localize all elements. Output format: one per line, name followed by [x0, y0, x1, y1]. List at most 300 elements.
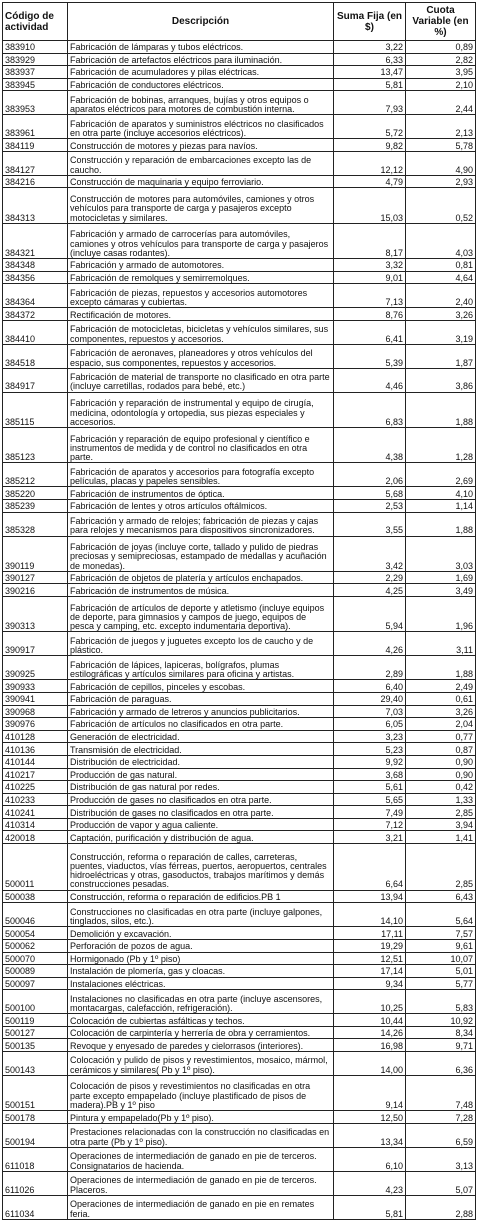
fixed-sum-cell: 15,03 — [334, 188, 406, 223]
description-cell: Perforación de pozos de agua. — [68, 939, 334, 952]
activity-code-cell: 611026 — [3, 1171, 68, 1195]
fixed-sum-cell: 4,26 — [334, 632, 406, 656]
table-row — [3, 692, 476, 705]
variable-rate-cell: 6,59 — [406, 1123, 476, 1147]
fixed-sum-cell: 5,23 — [334, 743, 406, 756]
fixed-sum-cell: 3,32 — [334, 259, 406, 272]
fixed-sum-cell: 4,46 — [334, 368, 406, 392]
table-row — [3, 512, 476, 536]
description-cell: Fabricación de instrumentos de música. — [68, 584, 334, 597]
fixed-sum-cell: 5,72 — [334, 115, 406, 139]
activity-code-cell: 420018 — [3, 831, 68, 844]
activity-code-cell: 384917 — [3, 368, 68, 392]
fixed-sum-cell: 6,83 — [334, 392, 406, 427]
activity-code-cell: 390968 — [3, 705, 68, 718]
activity-code-cell: 410217 — [3, 768, 68, 781]
table-row — [3, 793, 476, 806]
variable-rate-cell: 3,26 — [406, 705, 476, 718]
description-cell: Construcción de motores para automóviles, camiones y otros vehículos para transporte de carga y pasajeros excepto motocicletas y similares. — [68, 188, 334, 223]
table-row — [3, 1171, 476, 1195]
header-activity-code: Código de actividad — [3, 3, 68, 41]
activity-code-cell: 390216 — [3, 584, 68, 597]
description-cell: Fabricación de cepillos, pinceles y escobas. — [68, 680, 334, 693]
fixed-sum-cell: 2,53 — [334, 500, 406, 513]
header-description: Descripción — [68, 3, 334, 41]
description-cell: Fabricación de conductores eléctricos. — [68, 78, 334, 91]
fixed-sum-cell: 10,44 — [334, 1014, 406, 1027]
fixed-sum-cell: 9,01 — [334, 271, 406, 284]
description-cell: Fabricación y reparación de equipo profesional y científico e instrumentos de medida y de control no clasificados en otra parte. — [68, 428, 334, 463]
table-row — [3, 571, 476, 584]
table-row — [3, 41, 476, 54]
fixed-sum-cell: 2,89 — [334, 656, 406, 680]
variable-rate-cell: 2,93 — [406, 175, 476, 188]
table-row — [3, 1076, 476, 1111]
fixed-sum-cell: 5,81 — [334, 78, 406, 91]
fixed-sum-cell: 6,40 — [334, 680, 406, 693]
description-cell: Colocación de carpintería y herrería de obra y cerramientos. — [68, 1026, 334, 1039]
description-cell: Generación de electricidad. — [68, 730, 334, 743]
table-row — [3, 463, 476, 487]
variable-rate-cell: 5,77 — [406, 977, 476, 990]
variable-rate-cell: 0,52 — [406, 188, 476, 223]
variable-rate-cell: 0,42 — [406, 781, 476, 794]
activity-code-cell: 410314 — [3, 818, 68, 831]
activity-code-cell: 611034 — [3, 1195, 68, 1219]
table-row — [3, 91, 476, 115]
table-body — [3, 41, 476, 1220]
description-cell: Construcción y reparación de embarcaciones excepto las de caucho. — [68, 151, 334, 175]
fixed-sum-cell: 5,61 — [334, 781, 406, 794]
table-row — [3, 53, 476, 66]
variable-rate-cell: 1,33 — [406, 793, 476, 806]
description-cell: Fabricación de lámparas y tubos eléctricos. — [68, 41, 334, 54]
variable-rate-cell: 5,83 — [406, 990, 476, 1014]
fixed-sum-cell: 13,47 — [334, 66, 406, 79]
variable-rate-cell: 1,88 — [406, 392, 476, 427]
activity-code-cell: 500070 — [3, 952, 68, 965]
fixed-sum-cell: 4,23 — [334, 1171, 406, 1195]
fixed-sum-cell: 6,41 — [334, 320, 406, 344]
description-cell: Instalaciones eléctricas. — [68, 977, 334, 990]
variable-rate-cell: 3,19 — [406, 320, 476, 344]
variable-rate-cell: 0,77 — [406, 730, 476, 743]
activity-code-cell: 384313 — [3, 188, 68, 223]
fixed-sum-cell: 13,94 — [334, 890, 406, 903]
table-row — [3, 308, 476, 321]
variable-rate-cell: 0,87 — [406, 743, 476, 756]
activity-code-cell: 390976 — [3, 718, 68, 731]
table-row — [3, 66, 476, 79]
description-cell: Fabricación de aparatos y accesorios para fotografía excepto películas, placas y papeles sensibles. — [68, 463, 334, 487]
variable-rate-cell: 1,88 — [406, 656, 476, 680]
description-cell: Construcción de motores y piezas para navíos. — [68, 139, 334, 152]
variable-rate-cell: 5,01 — [406, 965, 476, 978]
description-cell: Operaciones de intermediación de ganado en pie de terceros. Consignatarios de hacienda. — [68, 1147, 334, 1171]
activity-code-cell: 384216 — [3, 175, 68, 188]
activity-code-cell: 385123 — [3, 428, 68, 463]
activity-code-cell: 384364 — [3, 284, 68, 308]
table-row — [3, 755, 476, 768]
variable-rate-cell: 1,69 — [406, 571, 476, 584]
description-cell: Prestaciones relacionadas con la construcción no clasificadas en otra parte (Pb y 1º piso). — [68, 1123, 334, 1147]
description-cell: Fabricación de instrumentos de óptica. — [68, 487, 334, 500]
description-cell: Fabricación de lápices, lapiceras, bolígrafos, plumas estilográficas y artículos similares para oficina y artistas. — [68, 656, 334, 680]
table-row — [3, 188, 476, 223]
table-row — [3, 952, 476, 965]
activity-code-cell: 500143 — [3, 1052, 68, 1076]
fixed-sum-cell: 5,68 — [334, 487, 406, 500]
variable-rate-cell: 2,69 — [406, 463, 476, 487]
variable-rate-cell: 4,90 — [406, 151, 476, 175]
variable-rate-cell: 7,57 — [406, 927, 476, 940]
activity-code-cell: 410136 — [3, 743, 68, 756]
activity-code-cell: 500062 — [3, 939, 68, 952]
fixed-sum-cell: 19,29 — [334, 939, 406, 952]
variable-rate-cell: 2,13 — [406, 115, 476, 139]
description-cell: Fabricación de artículos no clasificados en otra parte. — [68, 718, 334, 731]
table-row — [3, 536, 476, 571]
variable-rate-cell: 5,07 — [406, 1171, 476, 1195]
table-row — [3, 806, 476, 819]
variable-rate-cell: 1,14 — [406, 500, 476, 513]
variable-rate-cell: 2,44 — [406, 91, 476, 115]
variable-rate-cell: 0,90 — [406, 755, 476, 768]
variable-rate-cell: 3,86 — [406, 368, 476, 392]
variable-rate-cell: 1,41 — [406, 831, 476, 844]
activity-code-cell: 383929 — [3, 53, 68, 66]
activity-code-cell: 385115 — [3, 392, 68, 427]
fixed-sum-cell: 5,39 — [334, 344, 406, 368]
activity-code-cell: 390941 — [3, 692, 68, 705]
description-cell: Captación, purificación y distribución de agua. — [68, 831, 334, 844]
description-cell: Colocación de pisos y revestimientos no clasificadas en otra parte excepto empapelado (incluye plastificado de pisos de madera).PB y 1º piso — [68, 1076, 334, 1111]
table-row — [3, 965, 476, 978]
variable-rate-cell: 3,49 — [406, 584, 476, 597]
description-cell: Fabricación y armado de carrocerías para automóviles, camiones y otros vehículos para transporte de carga y pasajeros (incluye casas rodantes). — [68, 223, 334, 258]
variable-rate-cell: 2,85 — [406, 844, 476, 891]
table-row — [3, 344, 476, 368]
table-row — [3, 597, 476, 632]
variable-rate-cell: 3,11 — [406, 632, 476, 656]
tariff-table-page — [2, 2, 475, 1220]
fixed-sum-cell: 12,12 — [334, 151, 406, 175]
table-row — [3, 1195, 476, 1219]
fixed-sum-cell: 3,68 — [334, 768, 406, 781]
variable-rate-cell: 1,28 — [406, 428, 476, 463]
fixed-sum-cell: 5,81 — [334, 1195, 406, 1219]
variable-rate-cell: 7,28 — [406, 1111, 476, 1124]
table-row — [3, 584, 476, 597]
variable-rate-cell: 4,03 — [406, 223, 476, 258]
activity-code-cell: 500011 — [3, 844, 68, 891]
variable-rate-cell: 0,89 — [406, 41, 476, 54]
activity-code-cell: 390933 — [3, 680, 68, 693]
table-row — [3, 844, 476, 891]
description-cell: Instalación de plomería, gas y cloacas. — [68, 965, 334, 978]
fixed-sum-cell: 4,38 — [334, 428, 406, 463]
variable-rate-cell: 2,88 — [406, 1195, 476, 1219]
activity-code-cell: 390925 — [3, 656, 68, 680]
description-cell: Construcciones no clasificadas en otra parte (incluye galpones, tinglados, silos, etc.). — [68, 903, 334, 927]
description-cell: Fabricación de material de transporte no clasificado en otra parte (incluye carretillas, rodados para bebé, etc.) — [68, 368, 334, 392]
fixed-sum-cell: 2,06 — [334, 463, 406, 487]
variable-rate-cell: 9,61 — [406, 939, 476, 952]
fixed-sum-cell: 9,34 — [334, 977, 406, 990]
variable-rate-cell: 0,81 — [406, 259, 476, 272]
variable-rate-cell: 3,94 — [406, 818, 476, 831]
table-row — [3, 890, 476, 903]
fixed-sum-cell: 29,40 — [334, 692, 406, 705]
variable-rate-cell: 2,49 — [406, 680, 476, 693]
activity-code-cell: 383961 — [3, 115, 68, 139]
activity-code-cell: 385328 — [3, 512, 68, 536]
fixed-sum-cell: 9,14 — [334, 1076, 406, 1111]
variable-rate-cell: 9,71 — [406, 1039, 476, 1052]
table-row — [3, 632, 476, 656]
activity-code-cell: 384348 — [3, 259, 68, 272]
table-row — [3, 368, 476, 392]
activity-code-cell: 383953 — [3, 91, 68, 115]
activity-code-cell: 500127 — [3, 1026, 68, 1039]
table-row — [3, 705, 476, 718]
activity-code-cell: 384321 — [3, 223, 68, 258]
activity-code-cell: 500089 — [3, 965, 68, 978]
description-cell: Construcción, reforma o reparación de calles, carreteras, puentes, viaductos, vías férreas, puertos, aeropuertos, centrales hidroeléctricas y otras, gasoductos, trabajos marítimos y demás construcciones pesadas. — [68, 844, 334, 891]
activity-code-cell: 500054 — [3, 927, 68, 940]
variable-rate-cell: 7,48 — [406, 1076, 476, 1111]
table-row — [3, 175, 476, 188]
description-cell: Hormigonado (Pb y 1º piso) — [68, 952, 334, 965]
variable-rate-cell: 3,26 — [406, 308, 476, 321]
table-row — [3, 115, 476, 139]
activity-code-cell: 500178 — [3, 1111, 68, 1124]
fixed-sum-cell: 5,94 — [334, 597, 406, 632]
variable-rate-cell: 6,43 — [406, 890, 476, 903]
variable-rate-cell: 1,96 — [406, 597, 476, 632]
activity-code-cell: 500100 — [3, 990, 68, 1014]
description-cell: Fabricación de acumuladores y pilas eléctricas. — [68, 66, 334, 79]
description-cell: Fabricación y armado de automotores. — [68, 259, 334, 272]
table-row — [3, 680, 476, 693]
activity-code-cell: 500151 — [3, 1076, 68, 1111]
activity-code-cell: 385220 — [3, 487, 68, 500]
fixed-sum-cell: 7,03 — [334, 705, 406, 718]
description-cell: Transmisión de electricidad. — [68, 743, 334, 756]
description-cell: Fabricación de joyas (incluye corte, tallado y pulido de piedras preciosas y semipreciosas, estampado de medallas y acuñación de monedas). — [68, 536, 334, 571]
activity-code-cell: 611018 — [3, 1147, 68, 1171]
activity-code-cell: 383910 — [3, 41, 68, 54]
activity-code-cell: 385239 — [3, 500, 68, 513]
activity-code-cell: 410144 — [3, 755, 68, 768]
description-cell: Fabricación y armado de letreros y anuncios publicitarios. — [68, 705, 334, 718]
variable-rate-cell: 3,13 — [406, 1147, 476, 1171]
fixed-sum-cell: 4,79 — [334, 175, 406, 188]
table-row — [3, 1052, 476, 1076]
activity-code-cell: 384372 — [3, 308, 68, 321]
activity-code-cell: 500046 — [3, 903, 68, 927]
variable-rate-cell: 1,87 — [406, 344, 476, 368]
description-cell: Construcción de maquinaria y equipo ferroviario. — [68, 175, 334, 188]
fixed-sum-cell: 7,12 — [334, 818, 406, 831]
fixed-sum-cell: 10,25 — [334, 990, 406, 1014]
description-cell: Fabricación de artículos de deporte y atletismo (incluye equipos de deporte, para gimnasios y campos de juego, equipos de pesca y camping, etc. excepto indumentaria deportiva). — [68, 597, 334, 632]
activity-code-cell: 384518 — [3, 344, 68, 368]
table-row — [3, 1014, 476, 1027]
fixed-sum-cell: 12,50 — [334, 1111, 406, 1124]
variable-rate-cell: 2,10 — [406, 78, 476, 91]
fixed-sum-cell: 8,17 — [334, 223, 406, 258]
table-row — [3, 487, 476, 500]
activity-code-cell: 390119 — [3, 536, 68, 571]
table-row — [3, 151, 476, 175]
activity-code-cell: 383937 — [3, 66, 68, 79]
description-cell: Demolición y excavación. — [68, 927, 334, 940]
activity-code-cell: 410241 — [3, 806, 68, 819]
table-row — [3, 1026, 476, 1039]
variable-rate-cell: 5,78 — [406, 139, 476, 152]
description-cell: Distribución de electricidad. — [68, 755, 334, 768]
activity-code-cell: 384127 — [3, 151, 68, 175]
variable-rate-cell: 3,03 — [406, 536, 476, 571]
fixed-sum-cell: 6,05 — [334, 718, 406, 731]
table-row — [3, 977, 476, 990]
table-row — [3, 1147, 476, 1171]
activity-code-cell: 500038 — [3, 890, 68, 903]
fixed-sum-cell: 14,26 — [334, 1026, 406, 1039]
fixed-sum-cell: 14,10 — [334, 903, 406, 927]
fixed-sum-cell: 9,82 — [334, 139, 406, 152]
header-fixed-sum: Suma Fija (en $) — [334, 3, 406, 41]
variable-rate-cell: 6,36 — [406, 1052, 476, 1076]
fixed-sum-cell: 3,42 — [334, 536, 406, 571]
activity-code-cell: 385212 — [3, 463, 68, 487]
table-row — [3, 428, 476, 463]
table-row — [3, 781, 476, 794]
table-row — [3, 656, 476, 680]
table-row — [3, 831, 476, 844]
description-cell: Fabricación de motocicletas, bicicletas y vehículos similares, sus componentes, repuestos y accesorios. — [68, 320, 334, 344]
table-row — [3, 1111, 476, 1124]
activity-code-cell: 390313 — [3, 597, 68, 632]
table-row — [3, 743, 476, 756]
fixed-sum-cell: 6,10 — [334, 1147, 406, 1171]
fixed-sum-cell: 8,76 — [334, 308, 406, 321]
table-row — [3, 500, 476, 513]
variable-rate-cell: 0,90 — [406, 768, 476, 781]
description-cell: Producción de vapor y agua caliente. — [68, 818, 334, 831]
table-row — [3, 139, 476, 152]
fixed-sum-cell: 6,33 — [334, 53, 406, 66]
table-row — [3, 223, 476, 258]
activity-code-cell: 384119 — [3, 139, 68, 152]
fixed-sum-cell: 7,93 — [334, 91, 406, 115]
description-cell: Instalaciones no clasificadas en otra parte (incluye ascensores, montacargas, calefacción, refrigeración). — [68, 990, 334, 1014]
fixed-sum-cell: 3,55 — [334, 512, 406, 536]
fixed-sum-cell: 3,21 — [334, 831, 406, 844]
activity-rates-table — [2, 2, 476, 1220]
description-cell: Colocación y pulido de pisos y revestimientos, mosaico, mármol, cerámicos y similares( Pb y 1º piso). — [68, 1052, 334, 1076]
fixed-sum-cell: 13,34 — [334, 1123, 406, 1147]
variable-rate-cell: 4,10 — [406, 487, 476, 500]
fixed-sum-cell: 5,65 — [334, 793, 406, 806]
fixed-sum-cell: 6,64 — [334, 844, 406, 891]
fixed-sum-cell: 12,51 — [334, 952, 406, 965]
description-cell: Distribución de gas natural por redes. — [68, 781, 334, 794]
table-header-row — [3, 3, 476, 41]
table-row — [3, 990, 476, 1014]
fixed-sum-cell: 4,25 — [334, 584, 406, 597]
description-cell: Fabricación de juegos y juguetes excepto los de caucho y de plástico. — [68, 632, 334, 656]
table-row — [3, 392, 476, 427]
fixed-sum-cell: 9,92 — [334, 755, 406, 768]
description-cell: Fabricación de bobinas, arranques, bujías y otros equipos o aparatos eléctricos para motores de combustión interna. — [68, 91, 334, 115]
description-cell: Colocación de cubiertas asfálticas y techos. — [68, 1014, 334, 1027]
table-row — [3, 78, 476, 91]
description-cell: Producción de gases no clasificados en otra parte. — [68, 793, 334, 806]
activity-code-cell: 500135 — [3, 1039, 68, 1052]
description-cell: Operaciones de intermediación de ganado en pie de terceros. Placeros. — [68, 1171, 334, 1195]
table-row — [3, 903, 476, 927]
description-cell: Fabricación de objetos de platería y artículos enchapados. — [68, 571, 334, 584]
description-cell: Rectificación de motores. — [68, 308, 334, 321]
variable-rate-cell: 0,61 — [406, 692, 476, 705]
description-cell: Pintura y empapelado(Pb y 1º piso). — [68, 1111, 334, 1124]
table-row — [3, 320, 476, 344]
description-cell: Construcción, reforma o reparación de edificios.PB 1 — [68, 890, 334, 903]
description-cell: Fabricación de piezas, repuestos y accesorios automotores excepto cámaras y cubiertas. — [68, 284, 334, 308]
description-cell: Fabricación de paraguas. — [68, 692, 334, 705]
fixed-sum-cell: 17,11 — [334, 927, 406, 940]
variable-rate-cell: 2,40 — [406, 284, 476, 308]
activity-code-cell: 390127 — [3, 571, 68, 584]
description-cell: Fabricación de aparatos y suministros eléctricos no clasificados en otra parte (incluye accesorios eléctricos). — [68, 115, 334, 139]
activity-code-cell: 410233 — [3, 793, 68, 806]
description-cell: Operaciones de intermediación de ganado en pie en remates feria. — [68, 1195, 334, 1219]
variable-rate-cell: 10,92 — [406, 1014, 476, 1027]
activity-code-cell: 383945 — [3, 78, 68, 91]
fixed-sum-cell: 3,22 — [334, 41, 406, 54]
variable-rate-cell: 3,95 — [406, 66, 476, 79]
description-cell: Fabricación y armado de relojes; fabricación de piezas y cajas para relojes y mecanismos para dispositivos sincronizadores. — [68, 512, 334, 536]
header-variable-rate: Cuota Variable (en %) — [406, 3, 476, 41]
variable-rate-cell: 5,64 — [406, 903, 476, 927]
activity-code-cell: 500119 — [3, 1014, 68, 1027]
variable-rate-cell: 1,88 — [406, 512, 476, 536]
table-row — [3, 271, 476, 284]
fixed-sum-cell: 2,29 — [334, 571, 406, 584]
table-row — [3, 939, 476, 952]
activity-code-cell: 384410 — [3, 320, 68, 344]
description-cell: Fabricación de aeronaves, planeadores y otros vehículos del espacio, sus componentes, repuestos y accesorios. — [68, 344, 334, 368]
description-cell: Revoque y enyesado de paredes y cielorrasos (interiores). — [68, 1039, 334, 1052]
table-row — [3, 1039, 476, 1052]
table-row — [3, 284, 476, 308]
table-row — [3, 927, 476, 940]
variable-rate-cell: 10,07 — [406, 952, 476, 965]
fixed-sum-cell: 7,13 — [334, 284, 406, 308]
fixed-sum-cell: 3,23 — [334, 730, 406, 743]
variable-rate-cell: 2,04 — [406, 718, 476, 731]
table-row — [3, 718, 476, 731]
table-row — [3, 1123, 476, 1147]
activity-code-cell: 390917 — [3, 632, 68, 656]
description-cell: Fabricación de artefactos eléctricos para iluminación. — [68, 53, 334, 66]
description-cell: Distribución de gases no clasificados en otra parte. — [68, 806, 334, 819]
fixed-sum-cell: 16,98 — [334, 1039, 406, 1052]
table-row — [3, 730, 476, 743]
activity-code-cell: 410128 — [3, 730, 68, 743]
